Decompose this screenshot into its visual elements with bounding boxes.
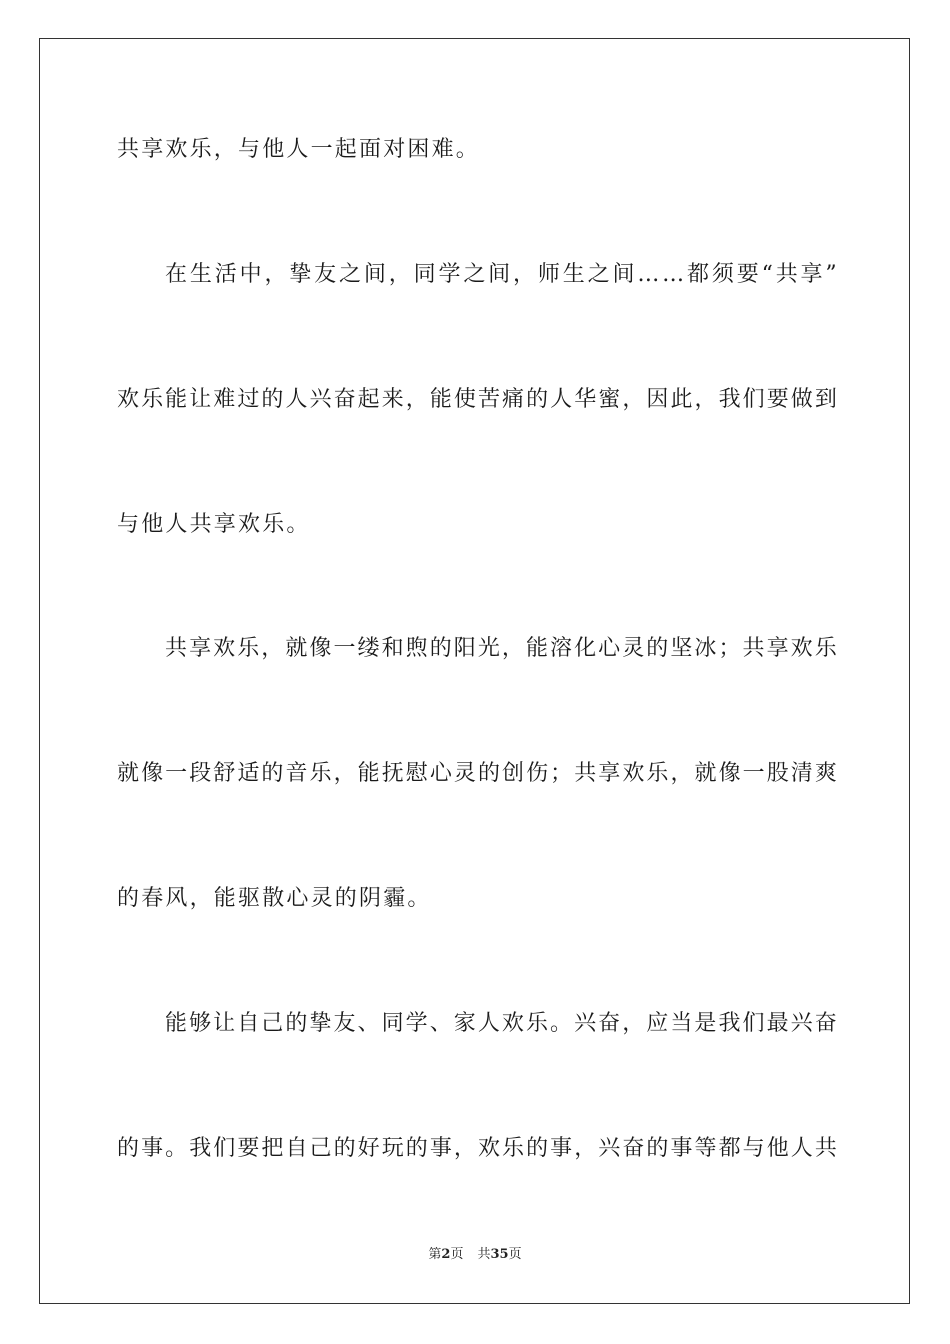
page-number: 2 [441,1247,451,1262]
page-footer [0,1246,950,1264]
page-prefix: 第 [428,1247,442,1262]
text-line-5: 共 享 欢 乐 ， 就 像 一 缕 和 煦 的 阳 光 ， 能 溶 化 心 灵 的 坚 冰 ； 共 享 欢 乐 [165,636,837,661]
total-pages: 35 [490,1247,509,1262]
page-suffix: 页 [450,1247,464,1262]
total-prefix: 共 [477,1247,491,1262]
total-suffix: 页 [508,1247,522,1262]
text-line-8: 能 够 让 自 己 的 挚 友 、 同 学 、 家 人 欢 乐 。 兴 奋 ， 应 当 是 我 们 最 兴 奋 [165,1011,837,1036]
text-line-7: 的春风，能驱散心灵的阴霾。 [117,886,432,911]
text-line-2: 在 生 活 中 ， 挚 友 之 间 ， 同 学 之 间 ， 师 生 之 间 … … 都 须 要 “ 共 享 ” [165,262,837,287]
text-line-3: 欢 乐 能 让 难 过 的 人 兴 奋 起 来 ， 能 使 苦 痛 的 人 华 蜜 ， 因 此 ， 我 们 要 做 到 [117,387,837,412]
text-line-1: 共享欢乐，与他人一起面对困难。 [117,137,481,162]
page-border [39,38,910,1304]
text-line-4: 与他人共享欢乐。 [117,512,311,537]
text-line-6: 就 像 一 段 舒 适 的 音 乐 ， 能 抚 慰 心 灵 的 创 伤 ； 共 享 欢 乐 ， 就 像 一 股 清 爽 [117,761,837,786]
text-line-9: 的 事 。 我 们 要 把 自 己 的 好 玩 的 事 ， 欢 乐 的 事 ， 兴 奋 的 事 等 都 与 他 人 共 [117,1136,837,1161]
